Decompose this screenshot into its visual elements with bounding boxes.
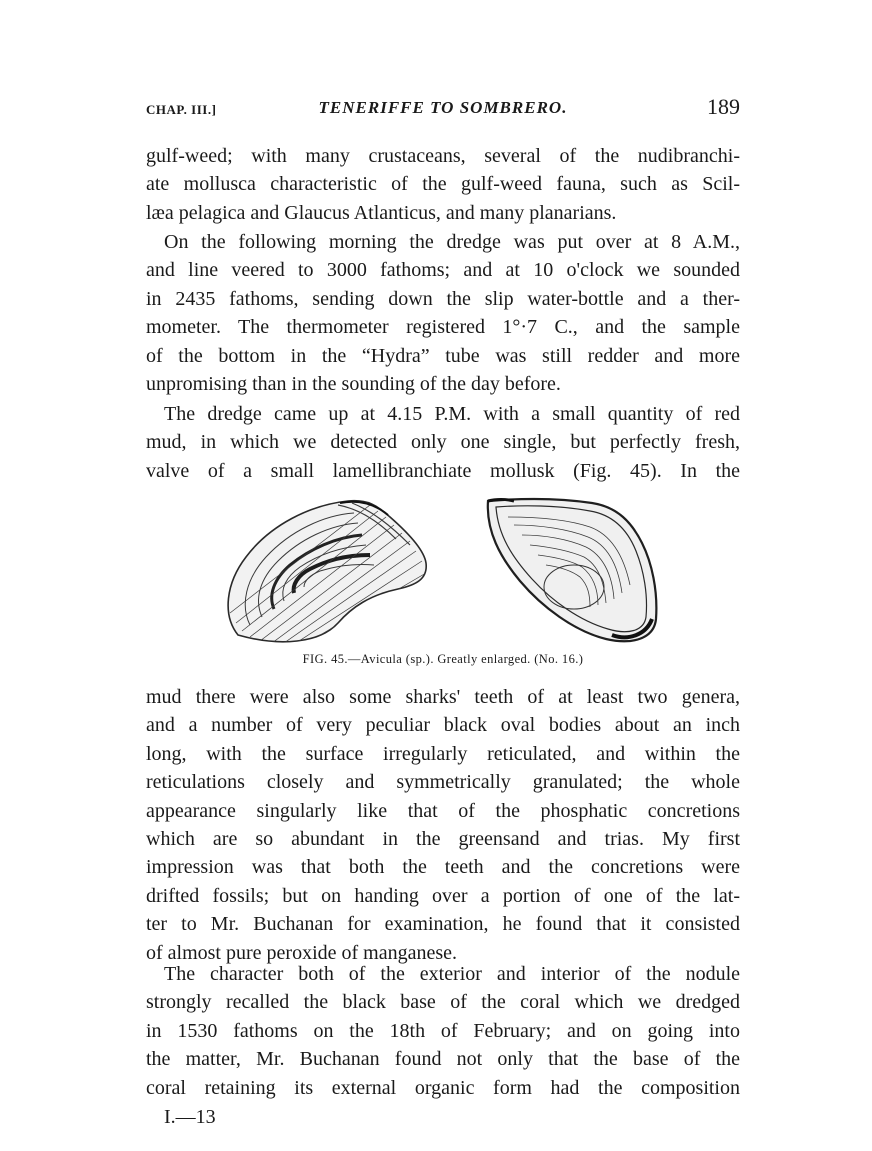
text-line: of the bottom in the “Hydra” tube was still redder and more [146,344,740,367]
text-line: in 2435 fathoms, sending down the slip water-bottle and a ther- [146,287,740,310]
chapter-label: CHAP. III.] [146,102,217,117]
text-line: strongly recalled the black base of the coral which we dredged [146,991,740,1014]
text-line: ter to Mr. Buchanan for examination, he found that it consisted [146,913,740,936]
text-line: long, with the surface irregularly reticulated, and within the [146,742,740,765]
text-line: unpromising than in the sounding of the day before. [146,372,561,395]
paragraph-3 [146,400,740,485]
text-line: mud there were also some sharks' teeth of at least two genera, [146,686,740,708]
paragraph-3-continued [146,683,740,967]
text-line: valve of a small lamellibranchiate mollusk (Fig. 45). In the [146,459,740,482]
text-line: drifted fossils; but on handing over a portion of one of the lat- [146,884,740,907]
paragraph-4 [146,960,740,1102]
text-line: The character both of the exterior and interior of the nodule [164,963,740,985]
text-line: mud, in which we detected only one single, but perfectly fresh, [146,431,740,454]
text-line: appearance singularly like that of the phosphatic concretions [146,799,740,822]
running-title: TENERIFFE TO SOMBRERO. [318,98,568,117]
paragraph-1 [146,142,740,227]
text-line: coral retaining its external organic form had the composition [146,1076,740,1099]
text-line: The dredge came up at 4.15 P.M. with a small quantity of red [164,403,740,425]
figure-45 [220,495,660,647]
text-line: læa pelagica and Glaucus Atlanticus, and many planarians. [146,201,617,224]
text-line: which are so abundant in the greensand and trias. My first [146,827,740,850]
text-line: and a number of very peculiar black oval bodies about an inch [146,714,740,737]
text-line: gulf-weed; with many crustaceans, several of the nudibranchi- [146,145,740,167]
shell-interior-illustration [482,495,667,647]
text-line: and line veered to 3000 fathoms; and at 10 o'clock we sounded [146,259,740,282]
running-head [146,96,740,124]
signature-mark: I.—13 [164,1106,216,1128]
figure-caption: FIG. 45.—Avicula (sp.). Greatly enlarged. (No. 16.) [302,652,584,666]
text-line: in 1530 fathoms on the 18th of February; and on going into [146,1019,740,1042]
paragraph-2 [146,228,740,398]
text-line: On the following morning the dredge was put over at 8 A.M., [164,231,740,253]
text-line: mometer. The thermometer registered 1°·7 C., and the sample [146,316,740,339]
text-line: ate mollusca characteristic of the gulf-weed fauna, such as Scil- [146,173,740,196]
text-line: impression was that both the teeth and the concretions were [146,856,740,879]
page-number: 189 [707,94,740,119]
text-line: the matter, Mr. Buchanan found not only that the base of the [146,1048,740,1071]
text-line: reticulations closely and symmetrically granulated; the whole [146,771,740,794]
shell-exterior-illustration [220,495,430,647]
text-line: of almost pure peroxide of manganese. [146,941,458,964]
